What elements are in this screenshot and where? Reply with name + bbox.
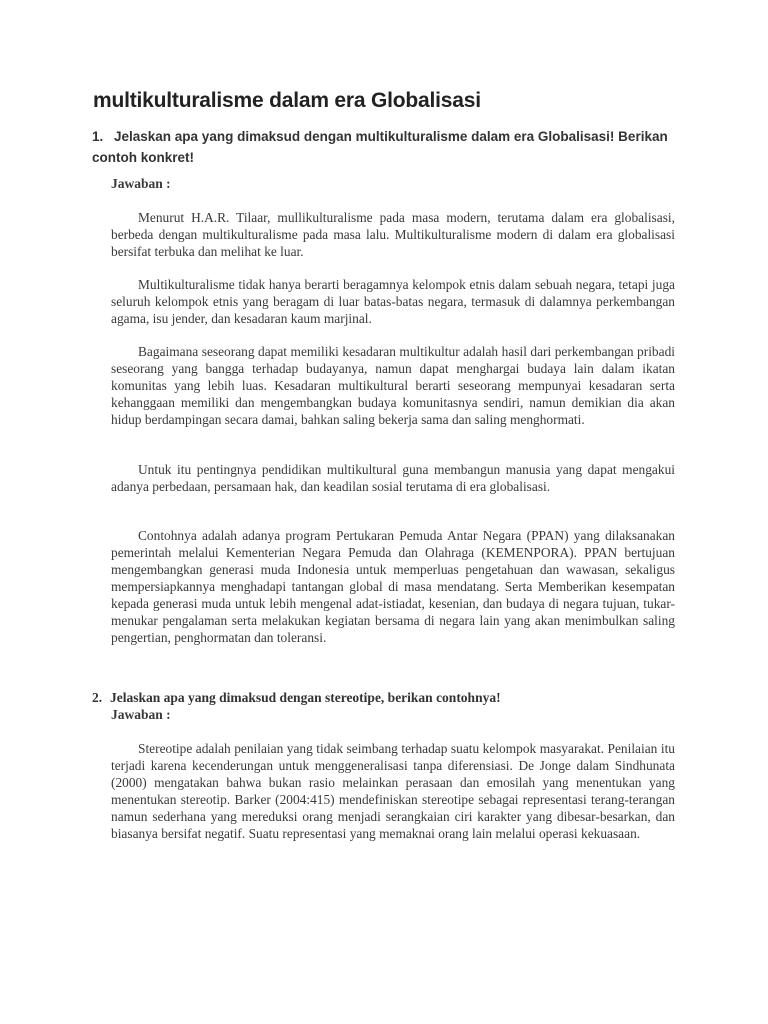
answer-paragraph: Stereotipe adalah penilaian yang tidak seimbang terhadap suatu kelompok masyarakat. Penilaian itu terjadi karena kecenderungan untuk menggeneralisasi tanpa diferensiasi. De Jonge dalam Sindhunata (2000) mengatakan bahwa bukan rasio melainkan perasaan dan emosilah yang menentukan yang menentukan stereotip. Barker (2004:415) mendefiniskan stereotipe sebagai representasi terang-terangan namun sederhana yang mereduksi orang menjadi serangkaian ciri karakter yang dibesar-besarkan, dan biasanya bersifat negatif. Suatu representasi yang memaknai orang lain melalui operasi kekuasaan. <box>111 741 675 841</box>
answer-paragraph: Multikulturalisme tidak hanya berarti beragamnya kelompok etnis dalam sebuah negara, tetapi juga seluruh kelompok etnis yang beragam di luar batas-batas negara, termasuk di dalamnya perkembangan agama, isu jender, dan kesadaran kaum marjinal. <box>111 277 675 326</box>
question-2 <box>92 689 682 707</box>
question-number: 1. <box>92 129 104 144</box>
answer-label: Jawaban : <box>111 176 171 191</box>
question-text: Jelaskan apa yang dimaksud dengan multikulturalisme dalam era Globalisasi! Berikan contoh konkret! <box>92 129 668 165</box>
answer-paragraph: Contohnya adalah adanya program Pertukaran Pemuda Antar Negara (PPAN) yang dilaksanakan pemerintah melalui Kementerian Negara Pemuda dan Olahraga (KEMENPORA). PPAN bertujuan mengembangkan generasi muda Indonesia untuk memperluas pengetahuan dan wawasan, sekaligus mempersiapkannya menghadapi tantangan global di masa mendatang. Serta Memberikan kesempatan kepada generasi muda untuk lebih mengenal adat-istiadat, kesenian, dan budaya di negara tujuan, tukar-menukar pengalaman serta melakukan kegiatan bersama di negara lain yang akan menimbulkan saling pengertian, penghormatan dan toleransi. <box>111 528 675 645</box>
question-text: Jelaskan apa yang dimaksud dengan stereotipe, berikan contohnya! <box>110 690 501 705</box>
document-title: multikulturalisme dalam era Globalisasi <box>93 89 481 112</box>
answer-paragraph: Bagaimana seseorang dapat memiliki kesadaran multikultur adalah hasil dari perkembangan pribadi seseorang yang bangga terhadap budayanya, namun dapat menghargai budaya lain dalam ikatan komunitas yang lebih luas. Kesadaran multikultural berarti seseorang mempunyai kesadaran serta kehanggaan memiliki dan mengembangkan budaya komunitasnya sendiri, namun demikian dia akan hidup berdampingan secara damai, bahkan saling bekerja sama dan saling menghormati. <box>111 344 675 427</box>
question-number: 2. <box>92 690 103 705</box>
answer-paragraph: Untuk itu pentingnya pendidikan multikultural guna membangun manusia yang dapat mengakui adanya perbedaan, persamaan hak, dan keadilan sosial terutama di era globalisasi. <box>111 462 675 494</box>
answer-label: Jawaban : <box>111 707 171 722</box>
question-1 <box>92 126 682 168</box>
answer-paragraph: Menurut H.A.R. Tilaar, mullikulturalisme pada masa modern, terutama dalam era globalisasi, berbeda dengan multikulturalisme pada masa lalu. Multikulturalisme modern di dalam era globalisasi bersifat terbuka dan melihat ke luar. <box>111 210 675 259</box>
